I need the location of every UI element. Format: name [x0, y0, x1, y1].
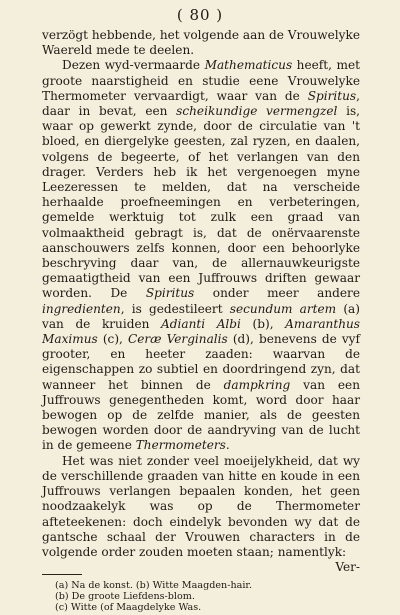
page-number: ( 80 ) [176, 6, 224, 24]
footnote-rule [42, 574, 82, 575]
body-text [42, 28, 360, 575]
footnote-3: (c) Witte (of Maagdelyke Was. [55, 602, 202, 614]
footnote-2: (b) De groote Liefdens-blom. [55, 591, 195, 603]
paragraph-2: Dezen wyd-vermaarde Mathematicus heeft, met groote naarstigheid en studie eene Vrouwelyke Thermometer vervaardigt, waar van de Spiritus, daar in bevat, een scheikundige vermengzel is, waar op gewerkt zynde, door de circulatie van 't bloed, en diergelyke geesten, zal ryzen, en daalen, volgens de begeerte, of het verlangen van den drager. Verders heb ik het vergenoegen myne Leezeressen te melden, dat na verscheide herhaalde proefneemingen en verbeteringen, gemelde werktuig tot zulk een graad van volmaaktheid gebragt is, dat de onërvaarenste aanschouwers zelfs konnen, door een behoorlyke beschryving daar van, de allernauwkeurigste gemaatigtheid van een Juffrouws driften gewaar worden. De Spiritus onder meer andere ingredienten, is gedestileert secundum artem (a) van de kruiden Adianti Albi (b), Amaranthus Maximus (c), Ceræ Verginalis (d), benevens de vyf grooter, en heeter zaaden: waarvan de eigenschappen zo subtiel en doordringend zyn, dat wanneer het binnen de dampkring van een Juffrouws genegentheden komt, word door haar bewogen op de zelfde manier, als de geesten bewogen worden door de aandryving van de lucht in de gemeene Thermometers. [42, 58, 361, 453]
footnote-1: (a) Na de konst. (b) Witte Maagden-hair. [55, 580, 252, 591]
paragraph-1: verzögt hebbende, het volgende aan de Vrouwelyke Waereld mede te deelen. [42, 28, 360, 58]
footnotes [55, 580, 355, 614]
catchword: Ver- [335, 560, 360, 575]
paragraph-3: Het was niet zonder veel moeijelykheid, dat wy de verschillende graaden van hitte en koude in een Juffrouws verlangen bepaalen konden, het geen noodzaakelyk was op de Thermometer afteteekenen: doch eindelyk bevonden wy dat de gantsche schaal der Vrouwen characters in de volgende order zouden moeten staan; namentlyk: [42, 453, 360, 559]
